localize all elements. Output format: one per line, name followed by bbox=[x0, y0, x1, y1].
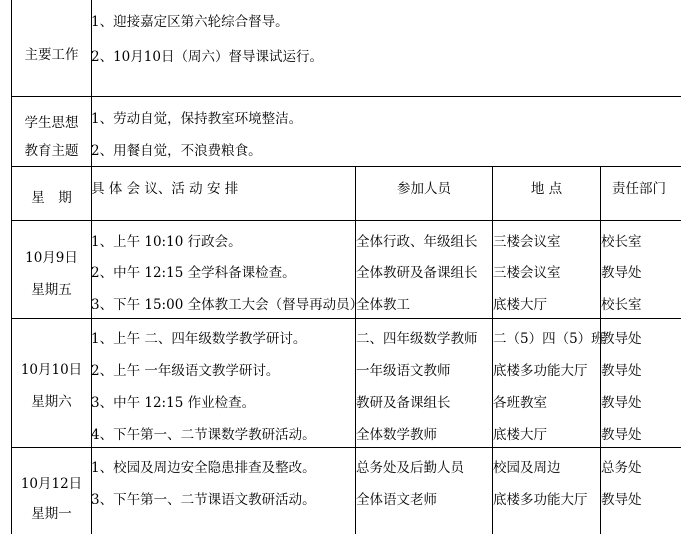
activity-cell: 3、下午 15:00 全体教工大会（督导再动员） bbox=[91, 297, 364, 313]
activity-cell: 3、中午 12:15 作业检查。 bbox=[91, 395, 256, 411]
day-weekday: 星期六 bbox=[31, 394, 72, 410]
grid-line bbox=[11, 220, 681, 221]
theme-label-line2: 教育主题 bbox=[24, 143, 79, 159]
grid-line bbox=[11, 96, 681, 97]
day-weekday: 星期一 bbox=[31, 506, 72, 522]
activity-cell: 2、中午 12:15 全学科备课检查。 bbox=[91, 265, 296, 281]
participants-cell: 总务处及后勤人员 bbox=[356, 460, 464, 476]
location-cell: 校园及周边 bbox=[493, 460, 561, 476]
department-cell: 校长室 bbox=[601, 234, 642, 250]
theme-item-2: 2、用餐自觉，不浪费粮食。 bbox=[91, 143, 262, 159]
location-cell: 底楼多功能大厅 bbox=[493, 363, 588, 379]
location-cell: 三楼会议室 bbox=[493, 234, 561, 250]
department-cell: 总务处 bbox=[601, 460, 642, 476]
department-cell: 教导处 bbox=[601, 427, 642, 443]
activity-cell: 2、上午 一年级语文教学研讨。 bbox=[91, 363, 280, 379]
main-work-item-2: 2、10月10日（周六）督导课试运行。 bbox=[91, 49, 323, 65]
participants-cell: 二、四年级数学教师 bbox=[356, 331, 478, 347]
department-cell: 教导处 bbox=[601, 363, 642, 379]
grid-line bbox=[11, 166, 681, 167]
grid-line bbox=[600, 166, 601, 534]
activity-cell: 1、上午 二、四年级数学教学研讨。 bbox=[91, 331, 307, 347]
location-cell: 二（5）四（5）班 bbox=[493, 331, 605, 347]
activity-cell: 3、下午第一、二节课语文教研活动。 bbox=[91, 492, 316, 508]
header-participants: 参加人员 bbox=[397, 181, 451, 197]
day-date: 10月12日 bbox=[20, 476, 83, 492]
department-cell: 教导处 bbox=[601, 265, 642, 281]
theme-label-line1: 学生思想 bbox=[24, 115, 79, 131]
grid-line bbox=[355, 166, 356, 534]
day-date: 10月9日 bbox=[25, 250, 78, 266]
grid-line bbox=[11, 0, 12, 534]
header-activity: 具 体 会 议、活 动 安 排 bbox=[91, 181, 239, 197]
main-work-label: 主要工作 bbox=[24, 47, 79, 63]
participants-cell: 全体教工 bbox=[356, 297, 410, 313]
participants-cell: 教研及备课组长 bbox=[356, 395, 451, 411]
participants-cell: 全体教研及备课组长 bbox=[356, 265, 478, 281]
activity-cell: 1、上午 10:10 行政会。 bbox=[91, 234, 242, 250]
header-location: 地 点 bbox=[530, 181, 563, 197]
department-cell: 校长室 bbox=[601, 297, 642, 313]
participants-cell: 全体行政、年级组长 bbox=[356, 234, 478, 250]
location-cell: 三楼会议室 bbox=[493, 265, 561, 281]
day-weekday: 星期五 bbox=[31, 282, 72, 298]
location-cell: 各班教室 bbox=[493, 395, 547, 411]
participants-cell: 全体语文老师 bbox=[356, 492, 437, 508]
department-cell: 教导处 bbox=[601, 492, 642, 508]
header-weekday: 星 期 bbox=[31, 190, 72, 206]
main-work-item-1: 1、迎接嘉定区第六轮综合督导。 bbox=[91, 14, 289, 30]
location-cell: 底楼大厅 bbox=[493, 297, 547, 313]
activity-cell: 4、下午第一、二节课数学教研活动。 bbox=[91, 427, 316, 443]
activity-cell: 1、校园及周边安全隐患排查及整改。 bbox=[91, 460, 316, 476]
participants-cell: 一年级语文教师 bbox=[356, 363, 451, 379]
department-cell: 教导处 bbox=[601, 331, 642, 347]
department-cell: 教导处 bbox=[601, 395, 642, 411]
participants-cell: 全体数学教师 bbox=[356, 427, 437, 443]
location-cell: 底楼多功能大厅 bbox=[493, 492, 588, 508]
grid-line bbox=[11, 318, 681, 319]
grid-line bbox=[492, 166, 493, 534]
grid-line bbox=[11, 447, 681, 448]
location-cell: 底楼大厅 bbox=[493, 427, 547, 443]
header-department: 责任部门 bbox=[612, 181, 666, 197]
day-date: 10月10日 bbox=[20, 362, 83, 378]
theme-item-1: 1、劳动自觉，保持教室环境整洁。 bbox=[91, 111, 303, 127]
